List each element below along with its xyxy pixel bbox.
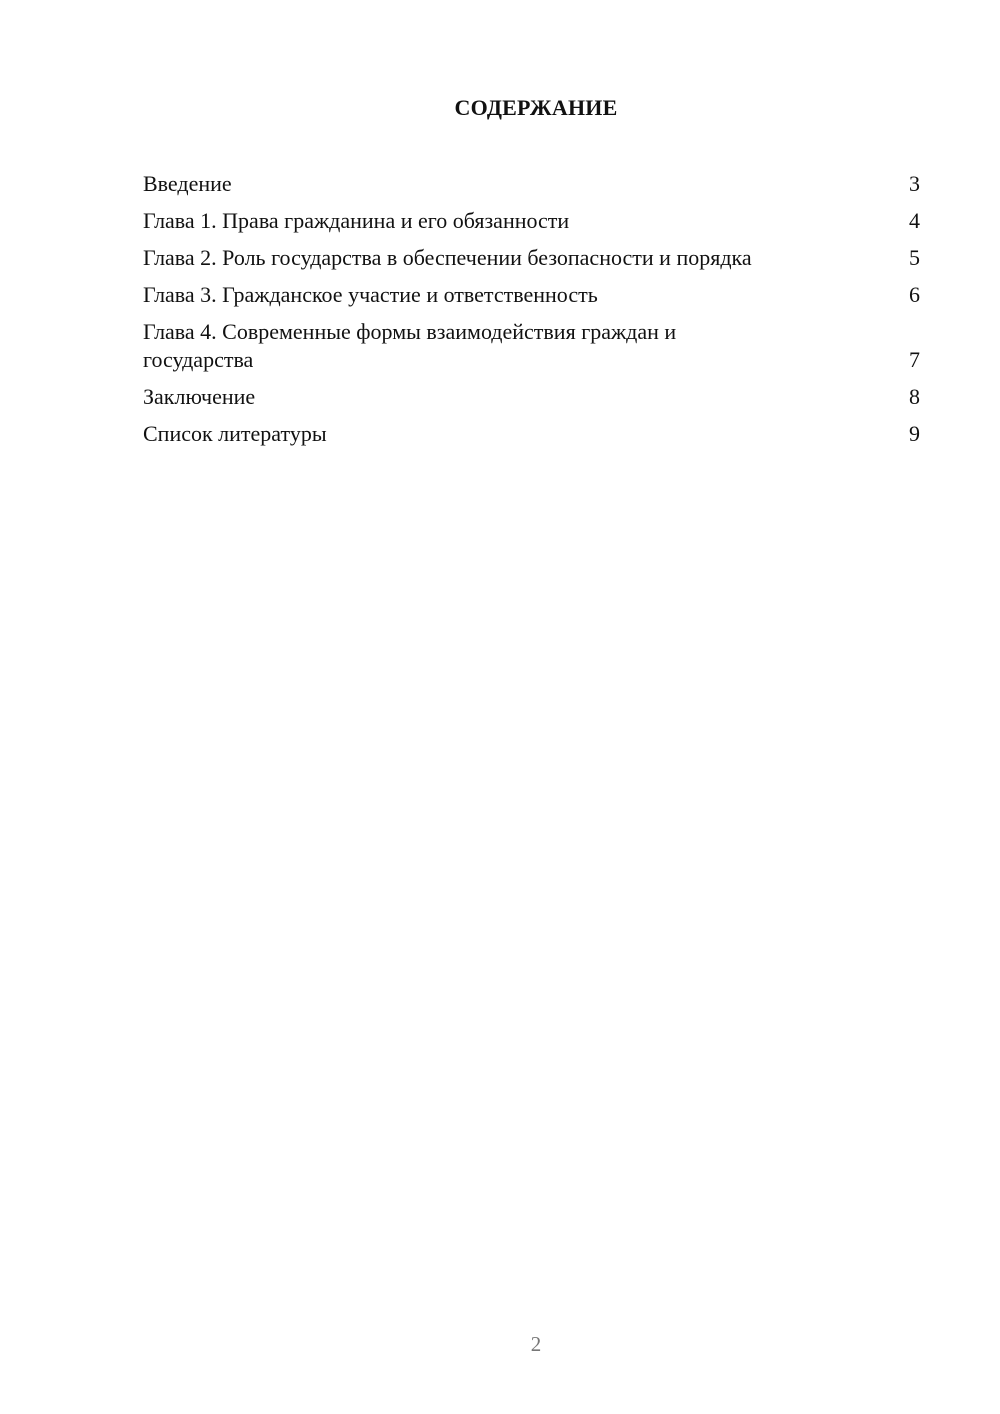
- toc-entry-label: Глава 1. Права гражданина и его обязанности: [143, 208, 570, 233]
- toc-entry-chapter-3: [143, 281, 920, 309]
- toc-entry-label: Список литературы: [143, 421, 327, 446]
- toc-entry-conclusion: [143, 383, 920, 411]
- toc-entry-label: Заключение: [143, 384, 256, 409]
- toc-entry-label: Глава 2. Роль государства в обеспечении безопасности и порядка: [143, 245, 752, 270]
- toc-entry-label: Глава 3. Гражданское участие и ответственность: [143, 282, 598, 307]
- toc-entry-page: 8: [909, 384, 920, 409]
- toc-entry-page: 5: [909, 245, 920, 270]
- toc-entry-chapter-2: [143, 244, 920, 272]
- toc-entry-page: 7: [909, 347, 920, 372]
- page-title: СОДЕРЖАНИЕ: [454, 95, 618, 120]
- page-number: 2: [530, 1332, 542, 1356]
- table-of-contents: [143, 170, 920, 457]
- toc-entry-page: 3: [909, 171, 920, 196]
- toc-entry-page: 4: [909, 208, 920, 233]
- toc-entry-chapter-1: [143, 207, 920, 235]
- toc-entry-page: 9: [909, 421, 920, 446]
- toc-entry-references: [143, 420, 920, 448]
- toc-entry-chapter-4: [143, 318, 920, 374]
- toc-entry-introduction: [143, 170, 920, 198]
- toc-entry-label: Глава 4. Современные формы взаимодействия граждан и государства: [143, 319, 677, 372]
- toc-entry-page: 6: [909, 282, 920, 307]
- toc-entry-label: Введение: [143, 171, 232, 196]
